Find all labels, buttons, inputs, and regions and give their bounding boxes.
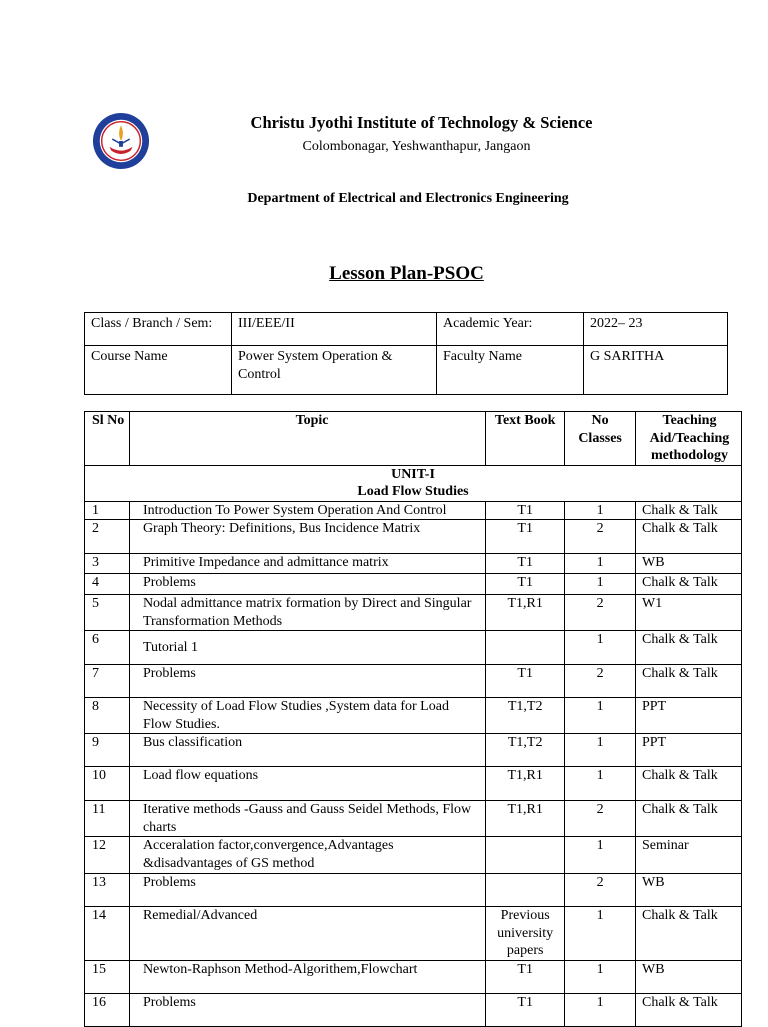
table-row [85,907,742,961]
row-no-classes: 1 [565,501,636,520]
row-topic: Load flow equations [129,767,485,801]
row-sl-no: 10 [85,767,130,801]
row-teaching-aid: Chalk & Talk [635,801,741,837]
row-sl-no: 3 [85,554,130,574]
row-teaching-aid: Chalk & Talk [635,907,741,961]
row-teaching-aid: WB [635,961,741,994]
row-topic: Primitive Impedance and admittance matrix [129,554,485,574]
row-sl-no: 7 [85,665,130,698]
row-teaching-aid: Chalk & Talk [635,501,741,520]
row-teaching-aid: Chalk & Talk [635,520,741,554]
institute-address: Colombonagar, Yeshwanthapur, Jangaon [302,139,531,154]
faculty-name-value: G SARITHA [584,346,728,395]
header-no-classes: No Classes [565,412,636,466]
table-row [85,994,742,1027]
header-text-book: Text Book [486,412,565,466]
header-sl-no: Sl No [85,412,130,466]
row-teaching-aid: PPT [635,734,741,767]
row-sl-no: 1 [85,501,130,520]
table-header-row [85,412,742,466]
row-sl-no: 15 [85,961,130,994]
row-sl-no: 8 [85,698,130,734]
row-topic: Nodal admittance matrix formation by Direct and Singular Transformation Methods [129,595,485,631]
row-text-book: T1 [486,994,565,1027]
row-text-book: T1 [486,665,565,698]
unit-row [85,465,742,501]
row-text-book [486,631,565,665]
row-no-classes: 1 [565,837,636,874]
unit-title: Load Flow Studies [357,484,469,499]
row-topic: Necessity of Load Flow Studies ,System data for Load Flow Studies. [129,698,485,734]
row-no-classes: 1 [565,767,636,801]
row-no-classes: 1 [565,961,636,994]
row-text-book [486,837,565,874]
header-teaching-aid: Teaching Aid/Teaching methodology [635,412,741,466]
row-topic: Problems [129,574,485,595]
row-topic: Introduction To Power System Operation And Control [129,501,485,520]
table-row [85,520,742,554]
row-teaching-aid: Chalk & Talk [635,574,741,595]
row-sl-no: 4 [85,574,130,595]
row-no-classes: 2 [565,595,636,631]
row-teaching-aid: PPT [635,698,741,734]
row-sl-no: 2 [85,520,130,554]
row-teaching-aid: Chalk & Talk [635,665,741,698]
row-no-classes: 1 [565,554,636,574]
row-topic: Graph Theory: Definitions, Bus Incidence Matrix [129,520,485,554]
course-info-table [84,312,728,395]
row-teaching-aid: WB [635,554,741,574]
course-name-value: Power System Operation & Control [232,346,437,395]
table-row [85,698,742,734]
row-text-book: T1 [486,501,565,520]
row-topic: Newton-Raphson Method-Algorithem,Flowchart [129,961,485,994]
class-value: III/EEE/II [232,313,437,346]
row-teaching-aid: Seminar [635,837,741,874]
row-no-classes: 2 [565,874,636,907]
row-text-book: T1,R1 [486,595,565,631]
institute-name: Christu Jyothi Institute of Technology & Science [250,113,593,132]
header-topic: Topic [129,412,485,466]
row-no-classes: 1 [565,574,636,595]
page-title: Lesson Plan-PSOC [329,263,484,284]
row-text-book: T1 [486,520,565,554]
row-teaching-aid: W1 [635,595,741,631]
row-no-classes: 1 [565,698,636,734]
row-topic: Problems [129,665,485,698]
table-row [85,665,742,698]
row-text-book: T1,T2 [486,734,565,767]
faculty-name-label: Faculty Name [437,346,584,395]
row-no-classes: 2 [565,665,636,698]
row-text-book: T1,T2 [486,698,565,734]
row-topic: Iterative methods -Gauss and Gauss Seidel Methods, Flow charts [129,801,485,837]
row-sl-no: 5 [85,595,130,631]
row-sl-no: 9 [85,734,130,767]
row-no-classes: 2 [565,520,636,554]
row-sl-no: 16 [85,994,130,1027]
department-name: Department of Electrical and Electronics Engineering [247,191,569,206]
row-teaching-aid: Chalk & Talk [635,994,741,1027]
row-text-book: T1,R1 [486,767,565,801]
table-row [85,767,742,801]
academic-year-label: Academic Year: [437,313,584,346]
row-no-classes: 1 [565,631,636,665]
row-text-book: Previous university papers [486,907,565,961]
row-sl-no: 14 [85,907,130,961]
row-no-classes: 1 [565,994,636,1027]
row-text-book [486,874,565,907]
table-row [85,631,742,665]
table-row [85,961,742,994]
table-row [85,734,742,767]
table-row [85,574,742,595]
row-sl-no: 11 [85,801,130,837]
row-teaching-aid: Chalk & Talk [635,631,741,665]
table-row [85,874,742,907]
table-row [85,837,742,874]
row-topic: Bus classification [129,734,485,767]
row-topic: Acceralation factor,convergence,Advantages &disadvantages of GS method [129,837,485,874]
row-teaching-aid: Chalk & Talk [635,767,741,801]
course-name-label: Course Name [85,346,232,395]
row-sl-no: 13 [85,874,130,907]
row-no-classes: 1 [565,734,636,767]
table-row [85,554,742,574]
row-topic: Remedial/Advanced [129,907,485,961]
row-no-classes: 2 [565,801,636,837]
table-row [85,595,742,631]
lesson-plan-table [84,411,742,1027]
row-topic: Problems [129,874,485,907]
row-no-classes: 1 [565,907,636,961]
row-text-book: T1 [486,554,565,574]
row-topic: Tutorial 1 [129,631,485,665]
academic-year-value: 2022– 23 [584,313,728,346]
row-text-book: T1 [486,574,565,595]
row-sl-no: 6 [85,631,130,665]
row-text-book: T1,R1 [486,801,565,837]
row-topic: Problems [129,994,485,1027]
row-text-book: T1 [486,961,565,994]
row-teaching-aid: WB [635,874,741,907]
class-label: Class / Branch / Sem: [85,313,232,346]
table-row [85,501,742,520]
unit-name: UNIT-I [391,466,435,482]
table-row [85,801,742,837]
row-sl-no: 12 [85,837,130,874]
